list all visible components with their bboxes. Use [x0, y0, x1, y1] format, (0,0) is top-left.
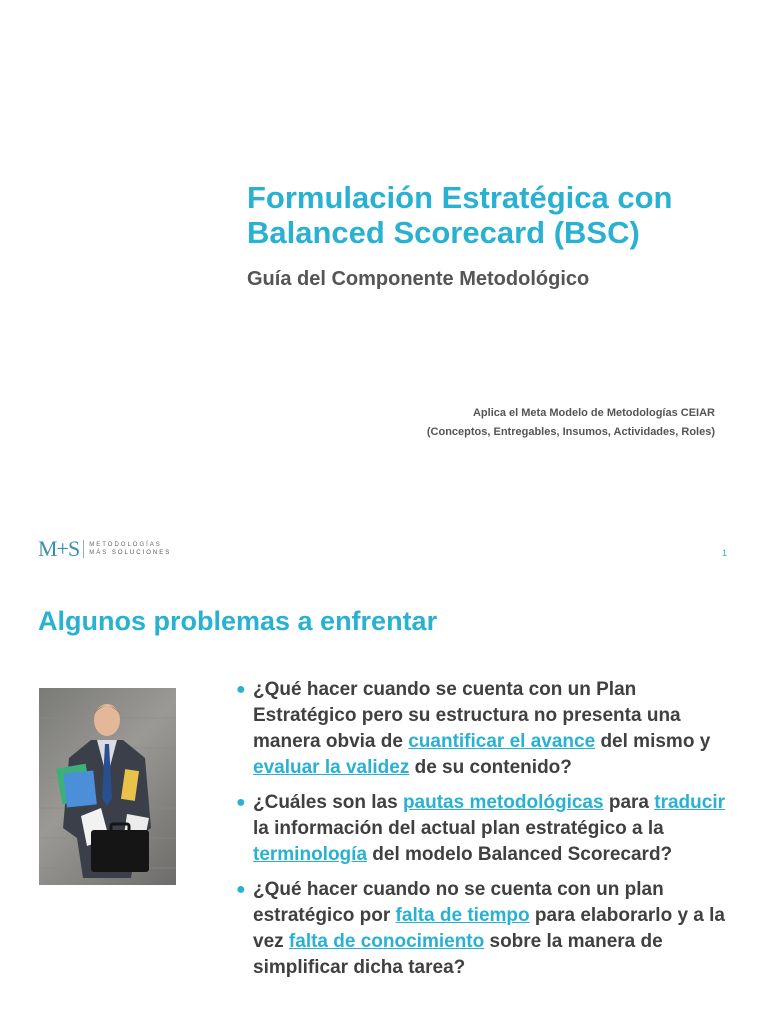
problems-slide: [0, 580, 768, 1024]
bullet-text: del mismo y: [595, 731, 711, 752]
logo-wordmark: [89, 541, 171, 557]
bullet-text: para: [603, 792, 655, 813]
slide-heading: Algunos problemas a enfrentar: [38, 606, 438, 636]
list-item: [236, 677, 736, 781]
presentation-subtitle: Guía del Componente Metodológico: [247, 268, 590, 290]
bullet-text: ¿Qué hacer cuando no se cuenta con un plan estratégico por: [253, 879, 664, 926]
term-link[interactable]: pautas metodológicas: [402, 792, 604, 813]
term-link[interactable]: terminología: [253, 844, 368, 865]
list-item: [236, 790, 736, 868]
presentation-title: [247, 180, 747, 250]
bullet-dot-icon: ●: [236, 794, 246, 811]
methodology-note: [427, 404, 715, 442]
bullet-dot-icon: ●: [236, 681, 246, 698]
list-item: [236, 877, 736, 981]
bullet-text: ¿Cuáles son las: [253, 792, 403, 813]
logo-divider: [83, 540, 84, 558]
bullet-dot-icon: ●: [236, 881, 246, 898]
term-link[interactable]: evaluar la validez: [253, 757, 410, 778]
bullet-text: de su contenido?: [409, 757, 572, 778]
businessman-illustration: [39, 688, 176, 885]
bullet-text: para elaborarlo y a la vez: [253, 905, 725, 952]
logo-line-2-text: SOLUCIONES: [111, 550, 172, 556]
term-link[interactable]: traducir: [654, 792, 726, 813]
term-link[interactable]: falta de conocimiento: [288, 931, 485, 952]
title-line-1: Formulación Estratégica con: [247, 180, 673, 215]
term-link[interactable]: falta de tiempo: [395, 905, 530, 926]
businessman-with-folders-photo: [39, 688, 176, 885]
bullet-text: ¿Qué hacer cuando se cuenta con un Plan Estratégico pero su estructura no presenta una manera obvia de: [253, 679, 681, 752]
note-line-2: (Conceptos, Entregables, Insumos, Actividades, Roles): [426, 426, 715, 438]
bullet-text: sobre la manera de simplificar dicha tarea?: [253, 931, 663, 978]
term-link[interactable]: cuantificar el avance: [408, 731, 596, 752]
problem-list: [236, 677, 736, 990]
note-line-1: Aplica el Meta Modelo de Metodologías CEIAR: [472, 407, 715, 419]
logo-line-1: METODOLOGÍAS: [89, 542, 162, 548]
page-number: 1: [722, 548, 728, 558]
bullet-text: del modelo Balanced Scorecard?: [367, 844, 673, 865]
bullet-text: la información del actual plan estratégico a la: [253, 818, 664, 839]
company-logo: [38, 536, 171, 562]
title-line-2: Balanced Scorecard (BSC): [247, 215, 640, 250]
logo-line-2-accent: MÁS: [89, 550, 109, 556]
logo-line-2: [89, 549, 171, 557]
logo-mark: M+S: [38, 536, 80, 561]
